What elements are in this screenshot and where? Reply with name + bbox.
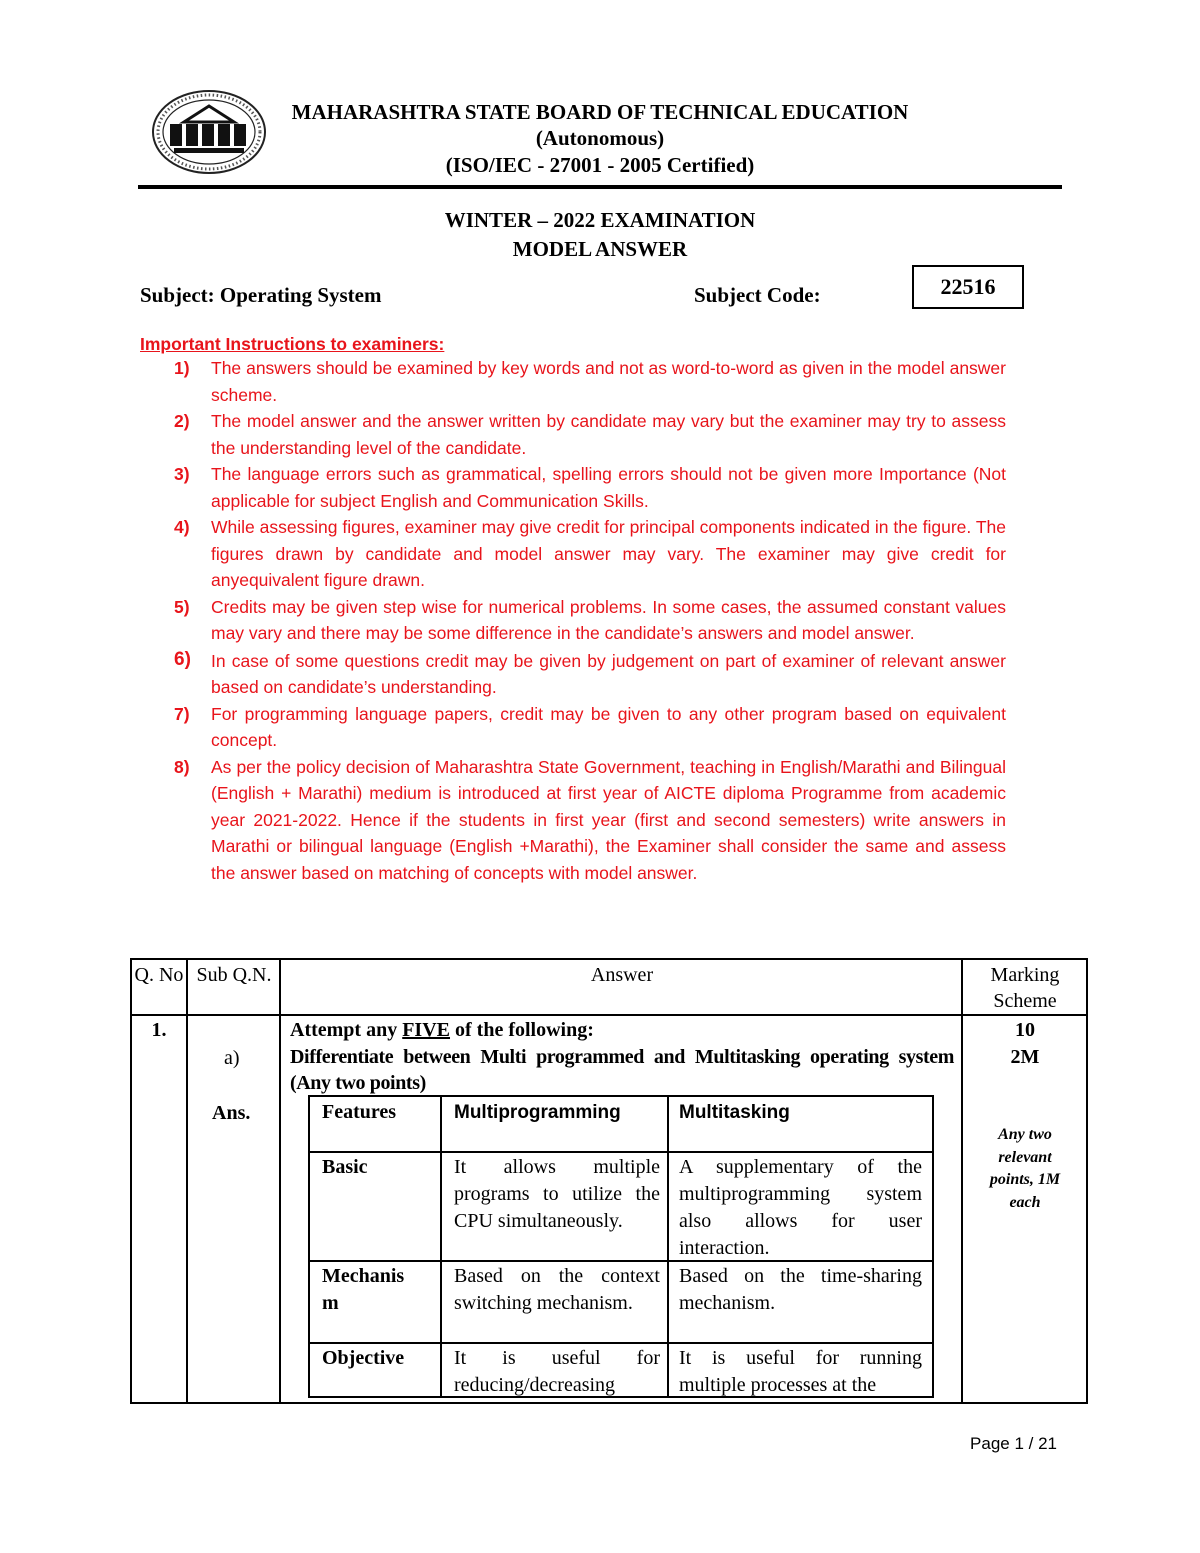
question-number: 1. [151, 1019, 167, 1041]
instruction-text: As per the policy decision of Maharashtra State Government, teaching in English/Marathi and Bilingual (English + Marathi) medium is introduced at first year of AICTE diploma Programme from academic year 2021-2022. Hence if the students in first year (first and second semesters) write answers in Marathi or bilingual language (English +Marathi), the Examiner shall consider the same and assess the answer based on matching of concepts with model answer. [211, 756, 1006, 883]
exam-subtitle: MODEL ANSWER [512, 237, 688, 261]
autonomous-status: (Autonomous) [535, 126, 665, 150]
comparison-row-divider [310, 1342, 932, 1344]
instruction-number: 4) [174, 517, 190, 537]
instruction-number: 5) [174, 596, 190, 617]
page-number: Page 1 / 21 [970, 1434, 1057, 1453]
instructions-title: Important Instructions to examiners: [140, 334, 445, 354]
board-name: MAHARASHTRA STATE BOARD OF TECHNICAL EDUCATION [291, 100, 909, 124]
attempt-prefix: Attempt any [290, 1019, 403, 1041]
subject-code-box: 22516 [912, 265, 1024, 309]
comparison-table [308, 1095, 934, 1398]
marks-question: 2M [1010, 1046, 1040, 1068]
comparison-divider [667, 1097, 669, 1396]
instruction-text: The answers should be examined by key words and not as word-to-word as given in the model answer scheme. [211, 358, 1006, 405]
header-answer: Answer [590, 964, 654, 986]
comparison-feature: Objective [322, 1347, 405, 1369]
marks-note: Any two relevant points, 1M each [989, 1126, 1061, 1211]
comparison-header-multiprogramming: Multiprogramming [454, 1102, 621, 1123]
instruction-item [140, 594, 1006, 647]
comparison-cell: A supplementary of the multiprogramming system also allows for user interaction. [679, 1156, 922, 1259]
comparison-row-divider [310, 1151, 932, 1153]
instruction-text: The model answer and the answer written by candidate may vary but the examiner may try to assess the understanding level of the candidate. [211, 411, 1006, 458]
instruction-item [140, 461, 1006, 514]
instruction-text: While assessing figures, examiner may give credit for principal components indicated in the figure. The figures drawn by candidate and model answer may vary. The examiner may give credit for anyequivalent figure drawn. [211, 517, 1006, 590]
instruction-text: The language errors such as grammatical, spelling errors should not be given more Importance (Not applicable for subject English and Communication Skills. [211, 464, 1006, 511]
table-divider [279, 960, 281, 1402]
header-marking-scheme: Marking Scheme [990, 964, 1060, 1012]
instructions-list [140, 355, 1006, 886]
comparison-header-multitasking: Multitasking [679, 1102, 790, 1123]
instruction-number: 2) [174, 411, 190, 431]
question-text: Differentiate between Multi programmed and Multitasking operating system (Any two points) [290, 1046, 954, 1094]
attempt-instruction [290, 1017, 954, 1043]
instruction-item [140, 647, 1006, 701]
exam-title: WINTER – 2022 EXAMINATION [444, 208, 756, 232]
instruction-text: In case of some questions credit may be given by judgement on part of examiner of relevant answer based on candidate’s understanding. [211, 650, 1006, 697]
certification: (ISO/IEC - 27001 - 2005 Certified) [445, 153, 755, 177]
comparison-feature: Mechanis m [322, 1265, 405, 1314]
table-header-divider [132, 1014, 1086, 1016]
instruction-number: 6) [174, 648, 191, 670]
instruction-number: 7) [174, 703, 190, 724]
comparison-cell: Based on the context switching mechanism. [454, 1265, 660, 1314]
comparison-divider [440, 1097, 442, 1396]
comparison-header-features: Features [322, 1101, 397, 1123]
comparison-feature: Basic [322, 1156, 368, 1178]
attempt-suffix: of the following: [450, 1019, 594, 1041]
instruction-item [140, 408, 1006, 461]
instruction-item [140, 701, 1006, 754]
instruction-item [140, 355, 1006, 408]
subject-name: Subject: Operating System [140, 283, 382, 307]
instruction-number: 3) [174, 464, 190, 484]
comparison-cell: It allows multiple programs to utilize the CPU simultaneously. [454, 1156, 660, 1232]
instruction-number: 1) [174, 358, 190, 378]
instruction-item [140, 754, 1006, 887]
subject-code-label: Subject Code: [694, 283, 821, 307]
instruction-item [140, 514, 1006, 594]
comparison-cell: It is useful for running multiple processes at the [679, 1347, 922, 1396]
instruction-number: 8) [174, 756, 190, 777]
header-sub-qn: Sub Q.N. [196, 964, 272, 986]
instruction-text: For programming language papers, credit may be given to any other program based on equivalent concept. [211, 703, 1006, 750]
header-rule [138, 185, 1062, 189]
table-divider [186, 960, 188, 1402]
answer-label: Ans. [212, 1102, 251, 1124]
header-q-no: Q. No [134, 964, 184, 986]
comparison-cell: It is useful for reducing/decreasing [454, 1347, 660, 1396]
comparison-cell: Based on the time-sharing mechanism. [679, 1265, 922, 1314]
marks-total: 10 [1015, 1019, 1035, 1041]
sub-question-label: a) [224, 1047, 240, 1069]
attempt-count: FIVE [402, 1019, 451, 1041]
table-divider [961, 960, 963, 1402]
instruction-text: Credits may be given step wise for numerical problems. In some cases, the assumed constant values may vary and there may be some difference in the candidate’s answers and model answer. [211, 596, 1006, 643]
